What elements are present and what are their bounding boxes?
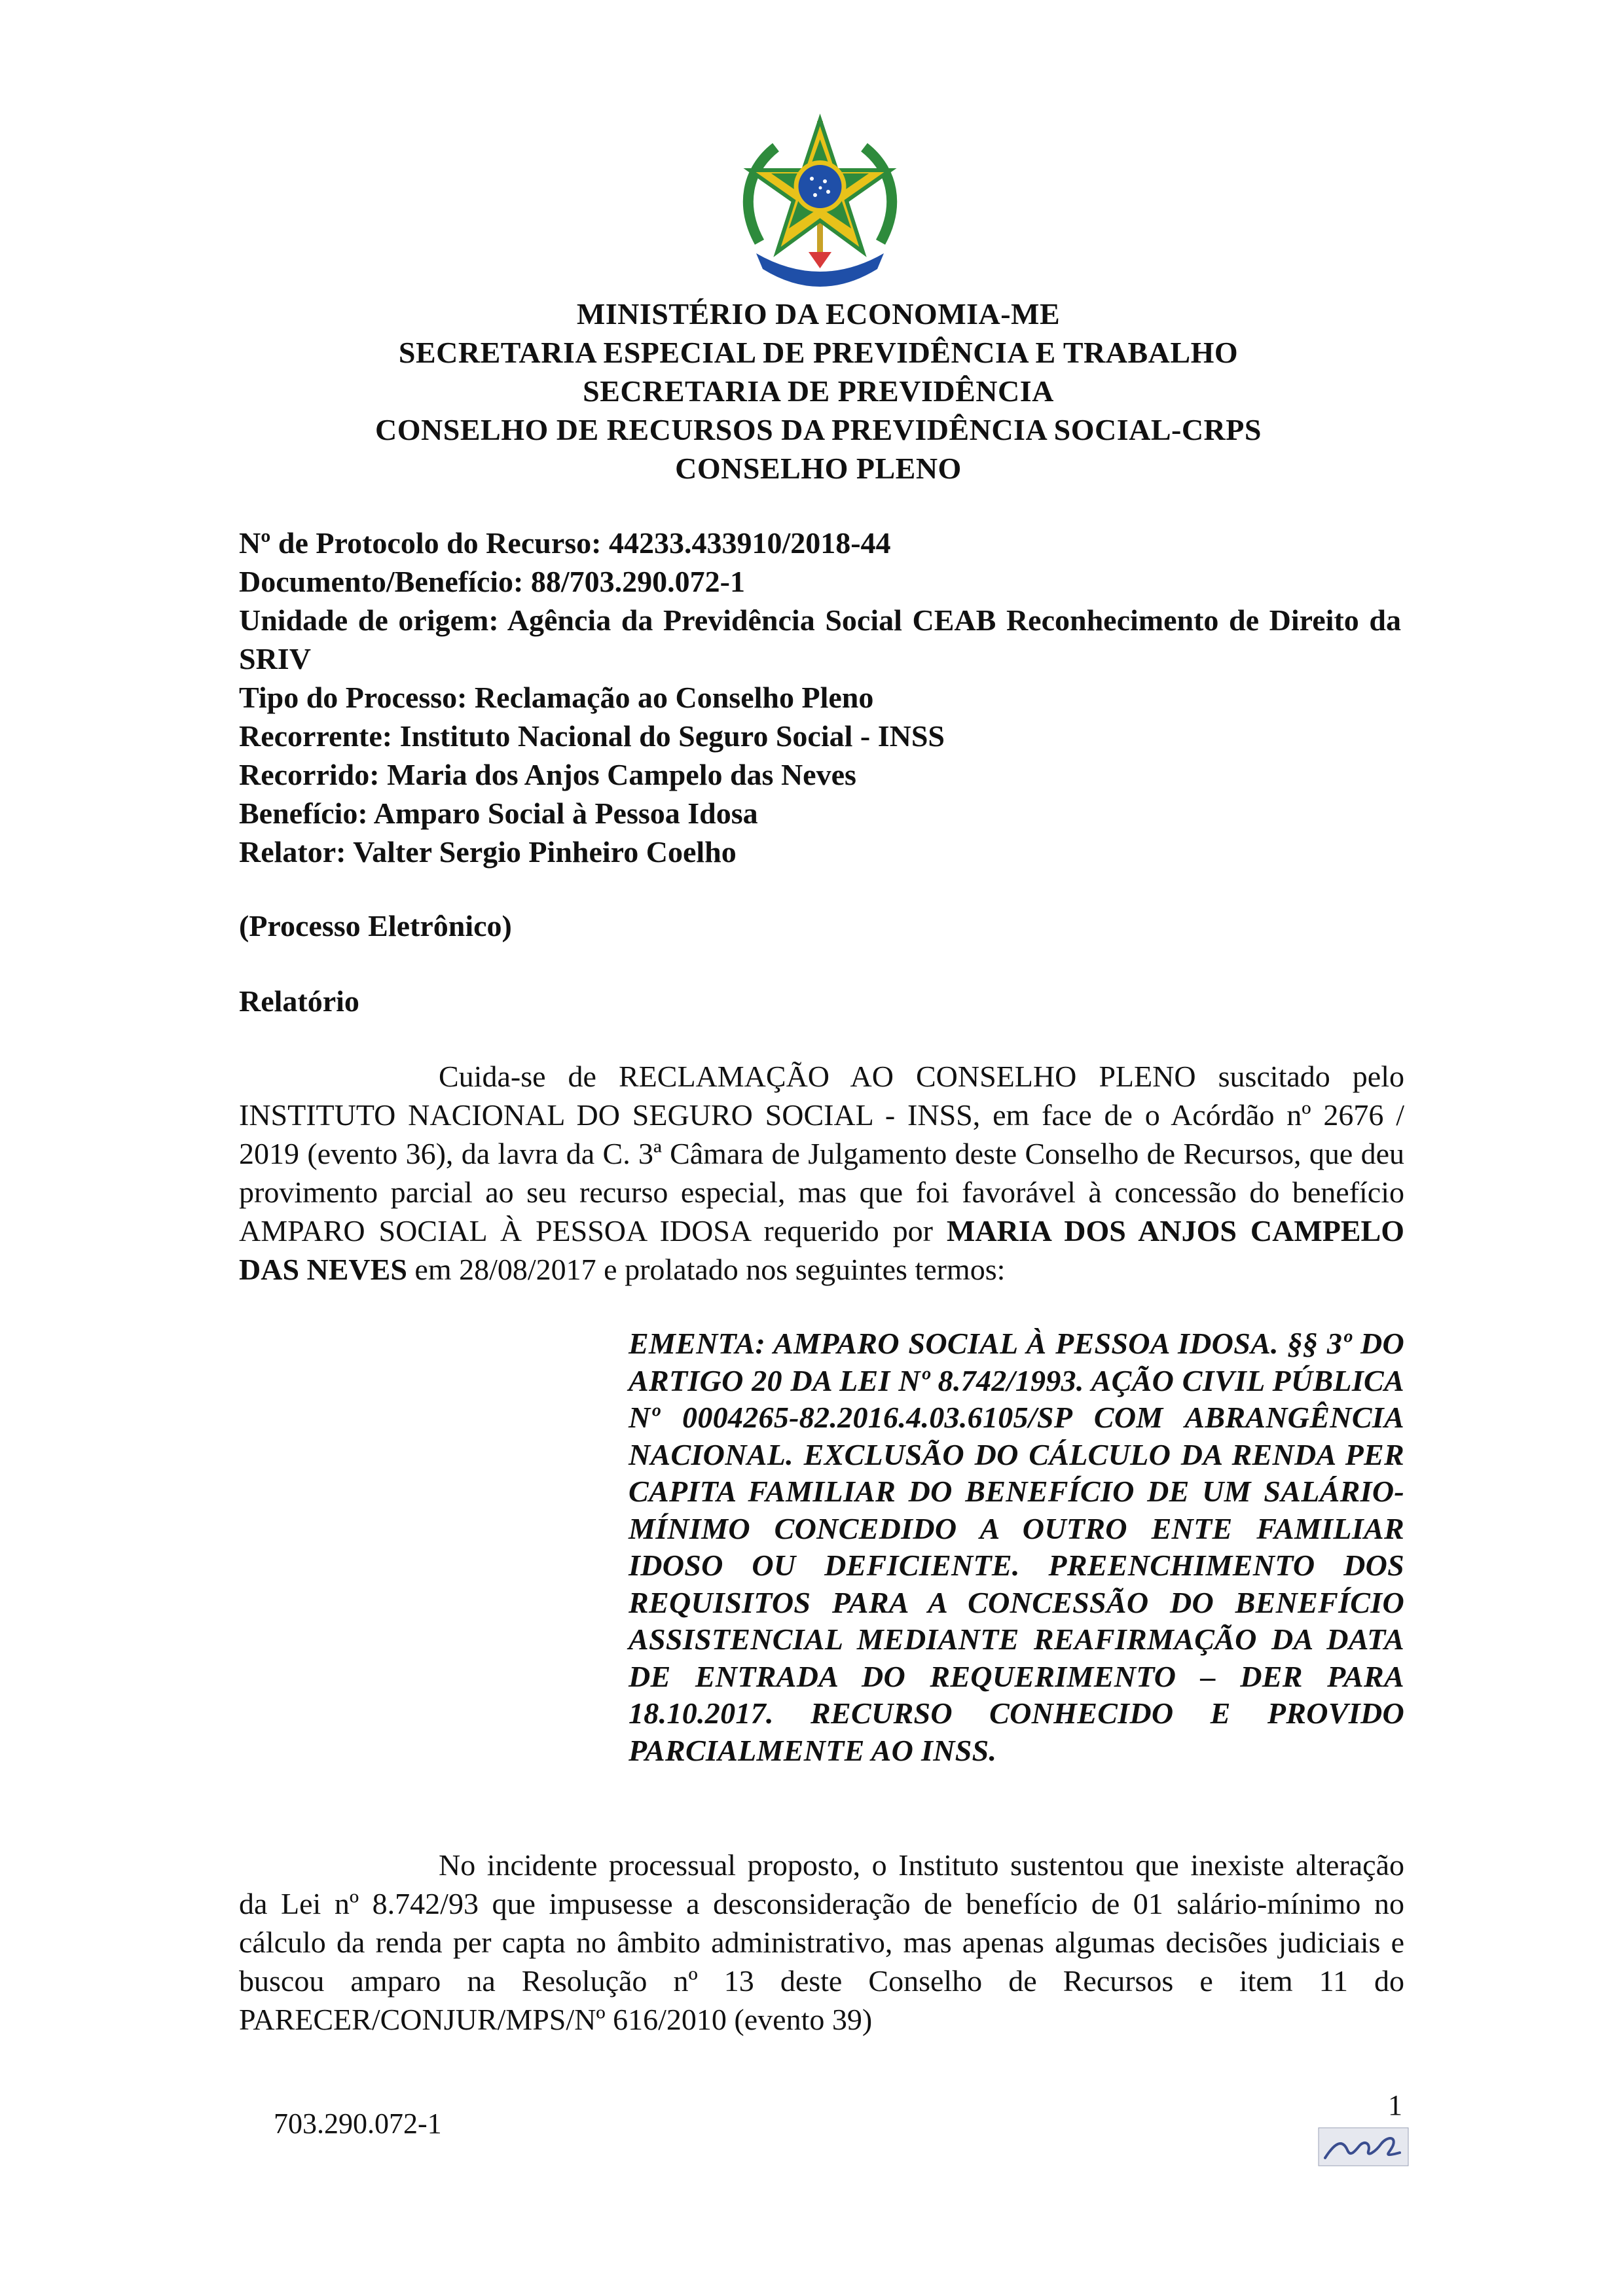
document-header bbox=[196, 295, 1440, 488]
case-metadata bbox=[239, 524, 1401, 871]
header-line-plenary: CONSELHO PLENO bbox=[675, 452, 962, 485]
paragraph-intro-text: Cuida-se de RECLAMAÇÃO AO CONSELHO PLENO suscitado pelo INSTITUTO NACIONAL DO SEGURO SOCIAL - INSS, em face de o Acórdão nº 2676 / 2019 (evento 36), da lavra da C. 3ª Câmara de Julgamento deste Conselho de Recursos, que deu provimento parcial ao seu recurso especial, mas que foi favorável à concessão do benefício AMPARO SOCIAL À PESSOA IDOSA requerido por bbox=[239, 1060, 1404, 1247]
processo-label: (Processo Eletrônico) bbox=[239, 909, 512, 942]
footer-reference: 703.290.072-1 bbox=[274, 2108, 442, 2140]
meta-appellant: Recorrente: Instituto Nacional do Seguro Social - INSS bbox=[239, 719, 945, 753]
paragraph-intro bbox=[239, 1057, 1404, 1289]
relatorio-heading: Relatório bbox=[239, 984, 359, 1018]
meta-appellee: Recorrido: Maria dos Anjos Campelo das Neves bbox=[239, 758, 856, 791]
meta-benefit: Benefício: Amparo Social à Pessoa Idosa bbox=[239, 797, 758, 830]
meta-protocol: Nº de Protocolo do Recurso: 44233.433910/2018-44 bbox=[239, 526, 891, 560]
paragraph-intro-end: em 28/08/2017 e prolatado nos seguintes termos: bbox=[414, 1253, 1006, 1286]
initials-signature-icon bbox=[1316, 2124, 1411, 2170]
paragraph-incident: No incidente processual proposto, o Instituto sustentou que inexiste alteração da Lei nº 8.742/93 que impusesse a desconsideração de benefício de 01 salário-mínimo no cálculo da renda per capta no âmbito administrativo, mas apenas algumas decisões judiciais e buscou amparo na Resolução nº 13 deste Conselho de Recursos e item 11 do PARECER/CONJUR/MPS/Nº 616/2010 (evento 39) bbox=[239, 1848, 1404, 2036]
page-number: 1 bbox=[1388, 2089, 1402, 2121]
header-line-council: CONSELHO DE RECURSOS DA PREVIDÊNCIA SOCIAL-CRPS bbox=[375, 413, 1262, 446]
brazil-coat-of-arms-icon bbox=[730, 108, 910, 295]
claimant-name: MARIA DOS ANJOS CAMPELO DAS NEVES bbox=[239, 1214, 1405, 1286]
header-line-ministry: MINISTÉRIO DA ECONOMIA-ME bbox=[576, 297, 1061, 331]
meta-rapporteur: Relator: Valter Sergio Pinheiro Coelho bbox=[239, 835, 737, 869]
meta-origin-unit: Unidade de origem: Agência da Previdência Social CEAB Reconhecimento de Direito da SRIV bbox=[239, 603, 1401, 675]
header-line-special-secretariat: SECRETARIA ESPECIAL DE PREVIDÊNCIA E TRABALHO bbox=[398, 336, 1239, 369]
ementa-block: EMENTA: AMPARO SOCIAL À PESSOA IDOSA. §§ 3º DO ARTIGO 20 DA LEI Nº 8.742/1993. AÇÃO CIVIL PÚBLICA Nº 0004265-82.2016.4.03.6105/SP COM ABRANGÊNCIA NACIONAL. EXCLUSÃO DO CÁLCULO DA RENDA PER CAPITA FAMILIAR DO BENEFÍCIO DE UM SALÁRIO-MÍNIMO CONCEDIDO A OUTRO ENTE FAMILIAR IDOSO OU DEFICIENTE. PREENCHIMENTO DOS REQUISITOS PARA A CONCESSÃO DO BENEFÍCIO ASSISTENCIAL MEDIANTE REAFIRMAÇÃO DA DATA DE ENTRADA DO REQUERIMENTO – DER PARA 18.10.2017. RECURSO CONHECIDO E PROVIDO PARCIALMENTE AO INSS. bbox=[629, 1327, 1404, 1767]
header-line-secretariat: SECRETARIA DE PREVIDÊNCIA bbox=[583, 374, 1054, 408]
meta-process-type: Tipo do Processo: Reclamação ao Conselho Pleno bbox=[239, 681, 874, 714]
meta-document: Documento/Benefício: 88/703.290.072-1 bbox=[239, 565, 745, 598]
